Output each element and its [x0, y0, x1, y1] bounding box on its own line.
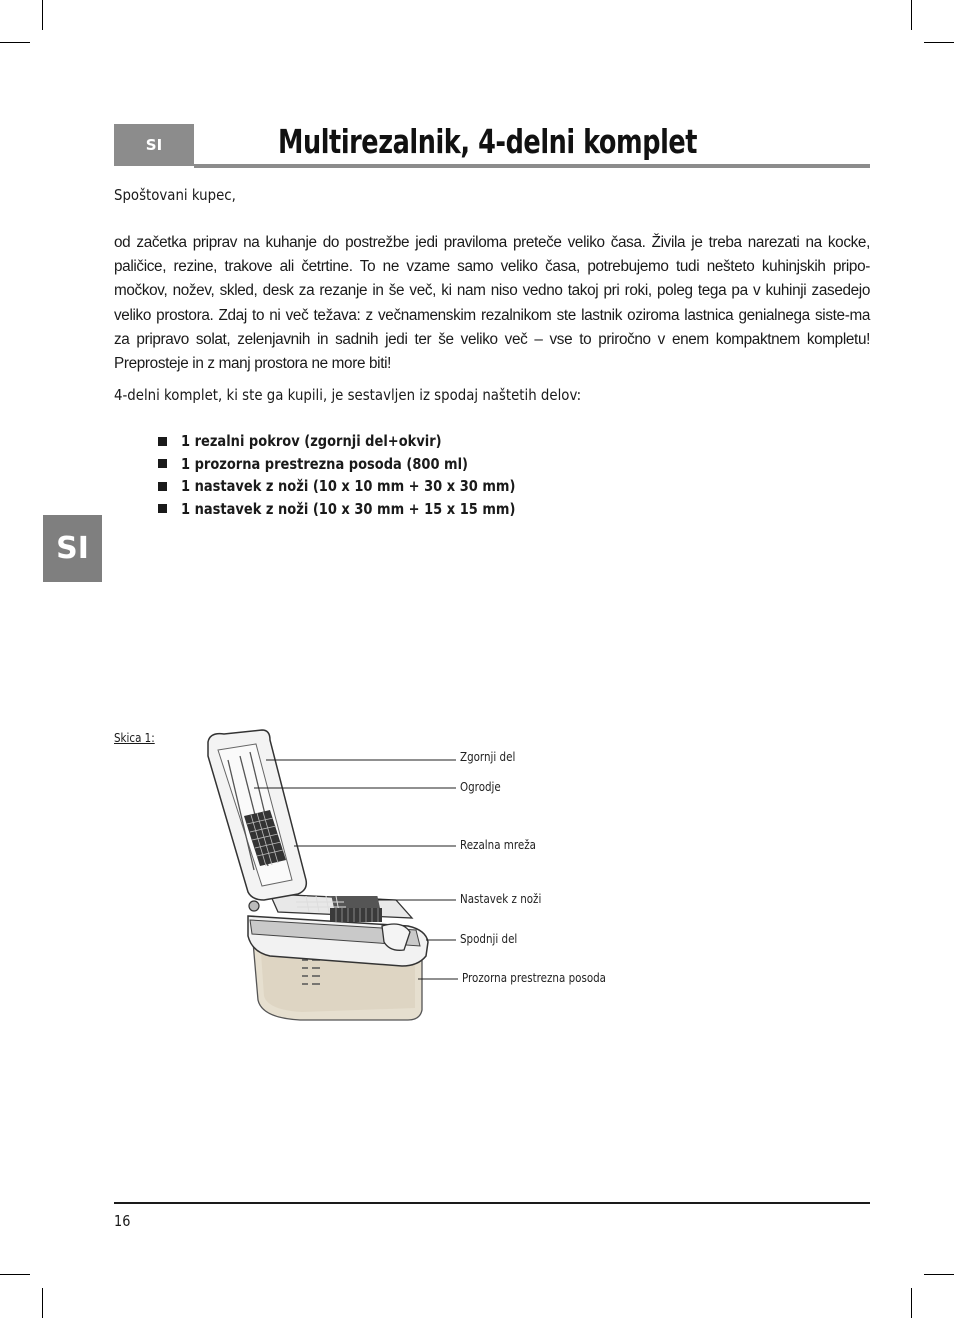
callout-label: Ogrodje	[460, 780, 501, 794]
crop-mark	[0, 42, 30, 43]
intro-paragraph: od začetka priprav na kuhanje do postrežbe jedi praviloma preteče veliko časa. Živila je treba narezati na kocke, paličice, rezine, trakove ali četrtine. To ne vzame samo veliko časa, potrebujemo tudi nešteto kuhinjskih pripo-močkov, nožev, skled, desk za rezanje in še več, ki nam niso vedno takoj pri roki, poleg tega pa v kuhinji zasedejo veliko prostora. Zdaj to ni več težava: z večnamenskim rezalnikom ste lastnik oziroma lastnica genialnega siste-ma za pripravo solat, zelenjavnih in sadnih jedi ter še veliko več – vse to priročno v enem kompaktnem kompletu! Preprosteje in z manj prostora ne more biti!	[114, 234, 870, 373]
product-illustration	[190, 720, 630, 1040]
crop-mark	[911, 0, 912, 30]
callout-label: Prozorna prestrezna posoda	[462, 971, 607, 985]
crop-mark	[924, 1274, 954, 1275]
callout-label: Rezalna mreža	[460, 838, 536, 852]
parts-list	[158, 430, 579, 520]
parts-intro: 4-delni komplet, ki ste ga kupili, je sestavljen iz spodaj naštetih delov:	[114, 386, 582, 404]
crop-mark	[924, 42, 954, 43]
square-bullet-icon	[158, 459, 167, 468]
list-item: 1 nastavek z noži (10 x 30 mm + 15 x 15 mm)	[158, 498, 579, 521]
language-tab: SI	[114, 124, 194, 166]
crop-mark	[42, 1288, 43, 1318]
footer-rule	[114, 1202, 870, 1204]
callout-label: Nastavek z noži	[460, 892, 542, 906]
greeting: Spoštovani kupec,	[114, 186, 236, 204]
crop-mark	[42, 0, 43, 30]
list-item: 1 rezalni pokrov (zgornji del+okvir)	[158, 430, 579, 453]
square-bullet-icon	[158, 504, 167, 513]
page-title: Multirezalnik, 4-delni komplet	[278, 122, 698, 161]
crop-mark	[911, 1288, 912, 1318]
list-item: 1 nastavek z noži (10 x 10 mm + 30 x 30 mm)	[158, 475, 579, 498]
side-language-tab: SI	[43, 515, 102, 582]
crop-mark	[0, 1274, 30, 1275]
page-number: 16	[114, 1212, 131, 1230]
hinge	[249, 901, 259, 911]
list-item: 1 prozorna prestrezna posoda (800 ml)	[158, 453, 579, 476]
figure-label: Skica 1:	[114, 731, 155, 745]
callout-label: Zgornji del	[460, 750, 516, 764]
square-bullet-icon	[158, 482, 167, 491]
square-bullet-icon	[158, 437, 167, 446]
blade-grid-right	[330, 908, 382, 922]
callout-label: Spodnji del	[460, 932, 518, 946]
header-rule	[194, 164, 870, 168]
